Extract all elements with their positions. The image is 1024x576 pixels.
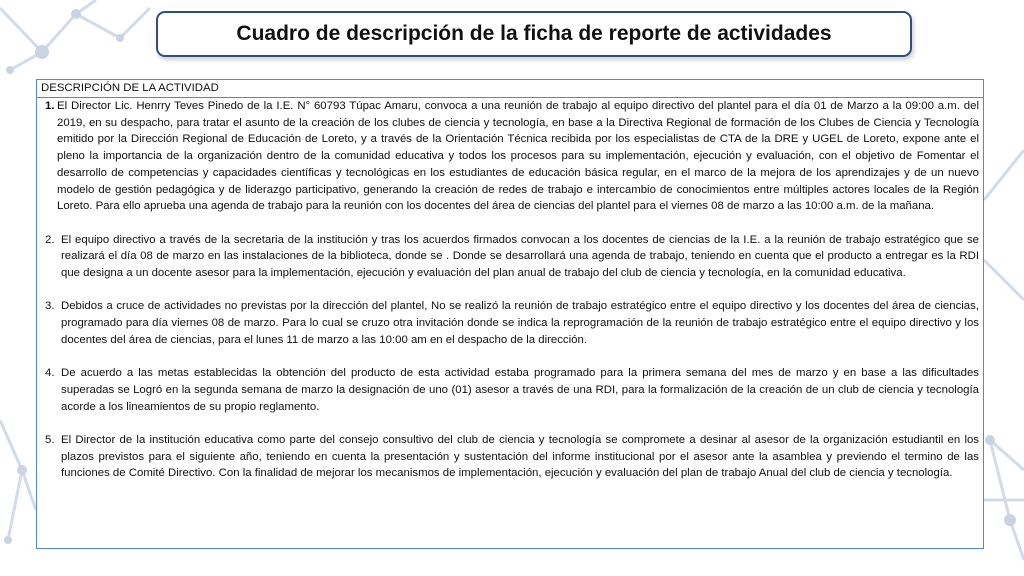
- item-text: De acuerdo a las metas establecidas la obtención del producto de esta actividad estaba programado para la primera semana del mes de marzo y en base a las dificultades superadas se Logró en la segunda semana de marzo la designación de uno (01) asesor a través de una RDI, para la formalización de la creación de un club de ciencia y tecnología acorde a los lineamientos de su propio reglamento.: [61, 367, 979, 413]
- item-text: El Director Lic. Henrry Teves Pinedo de la I.E. N° 60793 Túpac Amaru, convoca a una reunión de trabajo al equipo directivo del plantel para el día 01 de Marzo a la 09:00 a.m. del 2019, en su despacho, para tratar el asunto de la creación de los clubes de ciencia y tecnología, en base a la Directiva Regional de formación de los Clubes de Ciencia y Tecnología emitido por la Dirección Regional de Educación de Loreto, y a través de la Orientación Técnica recibida por los especialistas de CTA de la DRE y UGEL de Loreto, expone ante el pleno la importancia de la organización dentro de la comunidad educativa y todos los procesos para su implementación, ejecución y evaluación, con el objetivo de Fomentar el desarrollo de competencias y capacidades científicas y tecnológicas en los estudiantes de educación básica regular, en el marco de la mejora de los aprendizajes y de un nuevo modelo de gestión pedagógica y de liderazgo participativo, generando la creación de redes de trabajo e intercambio de conocimientos entre múltiples actores locales de la Región Loreto. Para ello aprueba una agenda de trabajo para la reunión con los docentes del área de ciencias del plantel para el viernes 08 de marzo a las 10:00 a.m. de la mañana.: [57, 100, 979, 213]
- item-text: El equipo directivo a través de la secretaria de la institución y tras los acuerdos firmados convocan a los docentes de ciencias de la I.E. a la reunión de trabajo estratégico que se realizará el día 08 de marzo en las instalaciones de la biblioteca, donde se . Donde se desarrollará una agenda de trabajo, teniendo en cuenta que el producto a entregar es la RDI que designa a un docente asesor para la implementación, ejecución y evaluación del plan anual de trabajo del club de ciencia y tecnología, en la comunidad educativa.: [61, 233, 979, 280]
- item-text: El Director de la institución educativa como parte del consejo consultivo del club de ciencia y tecnología se compromete a desinar al asesor de la organización estudiantil en los plazos previstos para el siguiente año, teniendo en cuenta la presentación y sustentación del informe institucional por el asesor ante la asamblea y previendo el termino de las funciones de Comité Directivo. Con la finalidad de mejorar los mecanismos de implementación, ejecución y evaluación del plan de trabajo Anual del club de ciencia y tecnología.: [61, 434, 979, 480]
- table-body: [37, 98, 983, 482]
- list-item: [41, 98, 979, 215]
- title-box: [156, 11, 912, 57]
- item-number: 5.: [45, 434, 55, 446]
- list-item: [41, 232, 979, 282]
- item-number: 2.: [45, 233, 55, 246]
- item-number: 3.: [45, 300, 55, 313]
- table-header: DESCRIPCIÓN DE LA ACTIVIDAD: [37, 80, 983, 98]
- list-item: [41, 298, 979, 348]
- list-item: [41, 365, 979, 415]
- page-title: Cuadro de descripción de la ficha de reporte de actividades: [236, 22, 832, 45]
- item-number: 1.: [45, 100, 55, 112]
- item-number: 4.: [45, 367, 55, 380]
- activity-description-table: [36, 79, 984, 549]
- item-text: Debidos a cruce de actividades no previstas por la dirección del plantel, No se realizó la reunión de trabajo estratégico entre el equipo directivo y los docentes del área de ciencias, programado para día viernes 08 de marzo. Para lo cual se cruzo otra invitación donde se indica la reprogramación de la reunión de trabajo estratégico entre el equipo directivo y los docentes del área de ciencias, para el lunes 11 de marzo a las 10:00 am en el despacho de la dirección.: [61, 300, 979, 346]
- list-item: [41, 432, 979, 482]
